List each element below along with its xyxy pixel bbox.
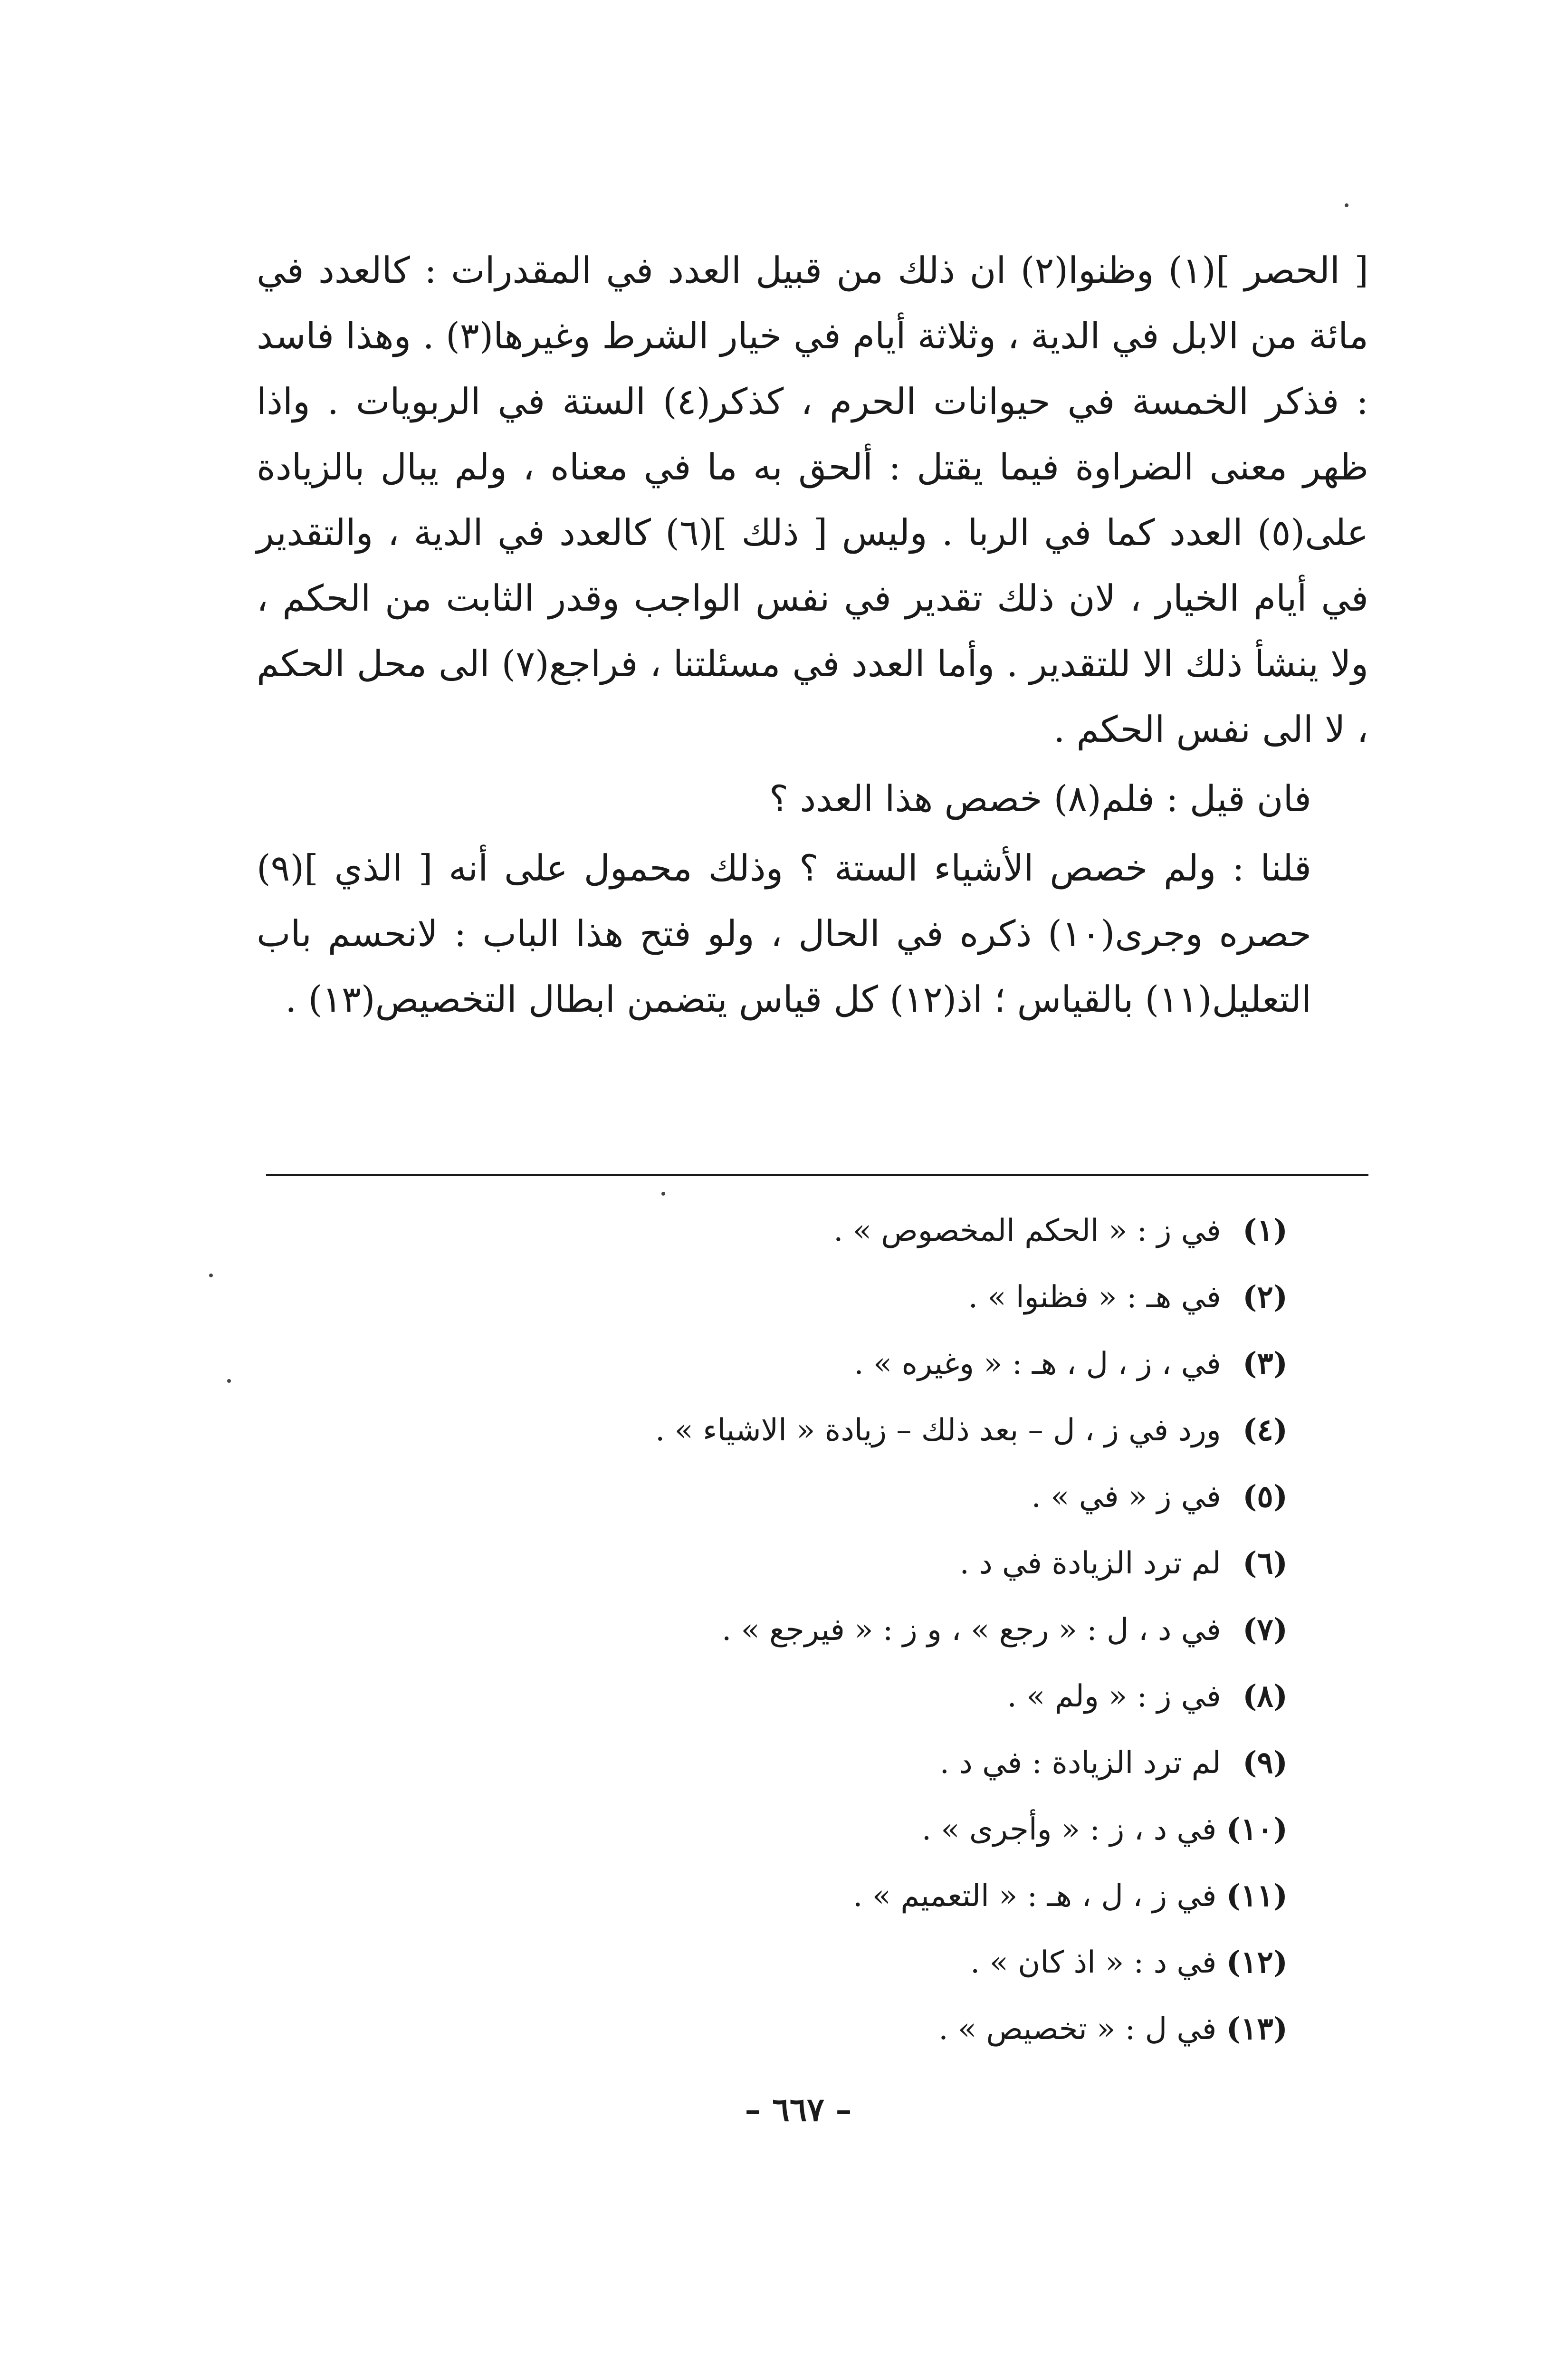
- footnote-number: (٤): [1243, 1412, 1288, 1448]
- footnote-text: في ز : « الحكم المخصوص » .: [833, 1213, 1221, 1248]
- footnote-number: (١٣): [1226, 2011, 1288, 2047]
- footnote-text: في د : « اذ كان » .: [970, 1945, 1217, 1980]
- scan-speck: [1345, 203, 1348, 207]
- footnote-text: في ز « في » .: [1031, 1479, 1221, 1514]
- footnote-item: [337, 1597, 1288, 1663]
- body-paragraph: فان قيل : فلم(٨) خصص هذا العدد ؟: [769, 777, 1311, 820]
- footnote-text: في ز : « ولم » .: [1007, 1679, 1221, 1714]
- footnote-text: في ز ، ل ، هـ : « التعميم » .: [853, 1878, 1217, 1914]
- footnote-text: في د ، ز : « وأجرى » .: [921, 1812, 1217, 1847]
- scan-speck: [209, 1274, 213, 1277]
- scan-speck: [661, 1192, 665, 1196]
- footnote-text: ورد في ز ، ل – بعد ذلك – زيادة « الاشياء » .: [655, 1413, 1221, 1448]
- footnote-item: [337, 1996, 1288, 2062]
- footnote-text: في ل : « تخصيص » .: [938, 2012, 1217, 2047]
- footnote-item: [337, 1796, 1288, 1863]
- footnote-text: في هـ : « فظنوا » .: [968, 1280, 1221, 1315]
- footnote-item: [337, 1397, 1288, 1464]
- footnote-text: لم ترد الزيادة في د .: [959, 1546, 1221, 1581]
- body-paragraph: قلنا : ولم خصص الأشياء الستة ؟ وذلك محمول على أنه [ الذي ](٩) حصره وجرى(١٠) ذكره في الحال ، ولو فتح هذا الباب : لانحسم باب التعليل(١١) بالقياس ؛ اذ(١٢) كل قياس يتضمن ابطال التخصيص(١٣) .: [257, 847, 1311, 1020]
- footnote-number: (٩): [1243, 1745, 1288, 1781]
- footnote-number: (١٠): [1226, 1811, 1288, 1847]
- footnote-item: [337, 1863, 1288, 1929]
- footnote-item: [337, 1929, 1288, 1996]
- footnote-item: [337, 1264, 1288, 1331]
- footnote-item: [337, 1730, 1288, 1796]
- footnote-number: (١): [1243, 1213, 1288, 1248]
- footnote-separator: [266, 1174, 1368, 1176]
- footnote-item: [337, 1331, 1288, 1397]
- footnote-number: (٢): [1243, 1279, 1288, 1315]
- footnote-text: في ، ز ، ل ، هـ : « وغيره » .: [854, 1346, 1221, 1381]
- footnote-number: (٦): [1243, 1545, 1288, 1581]
- footnote-item: [337, 1198, 1288, 1264]
- footnote-text: في د ، ل : « رجع » ، و ز : « فيرجع » .: [721, 1612, 1221, 1648]
- footnote-item: [337, 1663, 1288, 1730]
- footnote-number: (٥): [1243, 1479, 1288, 1514]
- main-text: [257, 238, 1368, 1032]
- footnote-number: (٣): [1243, 1346, 1288, 1381]
- footnote-text: لم ترد الزيادة : في د .: [939, 1745, 1221, 1781]
- body-paragraph: [ الحصر ](١) وظنوا(٢) ان ذلك من قبيل العدد في المقدرات : كالعدد في مائة من الابل في الدية ، وثلاثة أيام في خيار الشرط وغيرها(٣) . وهذا فاسد : فذكر الخمسة في حيوانات الحرم ، كذكر(٤) الستة في الربويات . واذا ظهر معنى الضراوة فيما يقتل : ألحق به ما في معناه ، ولم يبال بالزيادة على(٥) العدد كما في الربا . وليس [ ذلك ](٦) كالعدد في الدية ، والتقدير في أيام الخيار ، لان ذلك تقدير في نفس الواجب وقدر الثابت من الحكم ، ولا ينشأ ذلك الا للتقدير . وأما العدد في مسئلتنا ، فراجع(٧) الى محل الحكم ، لا الى نفس الحكم .: [257, 249, 1369, 750]
- footnote-item: [337, 1530, 1288, 1597]
- footnote-number: (٨): [1243, 1678, 1288, 1714]
- page-number: – ٦٦٧ –: [745, 2091, 852, 2129]
- scan-speck: [227, 1379, 231, 1383]
- footnote-number: (١١): [1226, 1878, 1288, 1914]
- footnotes-list: [337, 1198, 1288, 2062]
- footnote-item: [337, 1464, 1288, 1530]
- footnote-number: (١٢): [1226, 1945, 1288, 1980]
- footnote-number: (٧): [1243, 1612, 1288, 1648]
